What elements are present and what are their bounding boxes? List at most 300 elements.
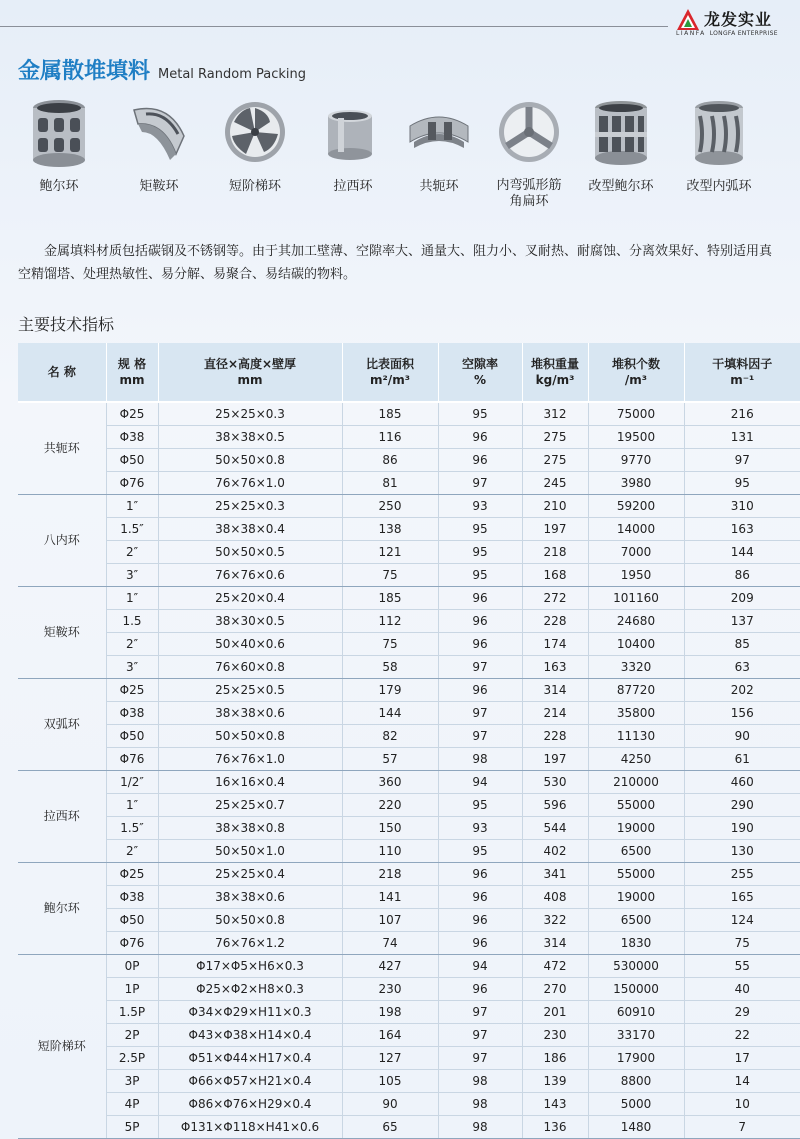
pall-ring-icon bbox=[24, 96, 94, 168]
table-cell: Φ17×Φ5×H6×0.3 bbox=[158, 955, 342, 978]
table-cell: Φ50 bbox=[106, 725, 158, 748]
table-cell: 275 bbox=[522, 449, 588, 472]
table-cell: 63 bbox=[684, 656, 800, 679]
table-cell: 98 bbox=[438, 748, 522, 771]
table-cell: 95 bbox=[438, 518, 522, 541]
table-cell: 112 bbox=[342, 610, 438, 633]
table-cell: 121 bbox=[342, 541, 438, 564]
product-label: 矩鞍环 bbox=[114, 178, 204, 195]
table-cell: 97 bbox=[438, 1047, 522, 1070]
arc-rib-ring-icon bbox=[494, 96, 564, 168]
table-cell: 33170 bbox=[588, 1024, 684, 1047]
product-raschig-ring bbox=[308, 96, 398, 195]
table-cell: 1″ bbox=[106, 495, 158, 518]
table-cell: 38×38×0.4 bbox=[158, 518, 342, 541]
table-cell: 1830 bbox=[588, 932, 684, 955]
column-header-unit: /m³ bbox=[589, 372, 684, 388]
column-header-unit: mm bbox=[159, 372, 342, 388]
table-cell: 76×76×1.0 bbox=[158, 472, 342, 495]
table-cell: 143 bbox=[522, 1093, 588, 1116]
table-header-row bbox=[18, 343, 800, 402]
table-cell: 220 bbox=[342, 794, 438, 817]
table-row bbox=[18, 1070, 800, 1093]
table-cell: 55000 bbox=[588, 794, 684, 817]
table-row bbox=[18, 909, 800, 932]
table-cell: 131 bbox=[684, 426, 800, 449]
table-cell: 96 bbox=[438, 426, 522, 449]
table-cell: 0P bbox=[106, 955, 158, 978]
table-cell: 25×25×0.3 bbox=[158, 495, 342, 518]
table-cell: 163 bbox=[522, 656, 588, 679]
table-cell: 150000 bbox=[588, 978, 684, 1001]
table-cell: 24680 bbox=[588, 610, 684, 633]
table-cell: 38×38×0.8 bbox=[158, 817, 342, 840]
table-cell: 2″ bbox=[106, 840, 158, 863]
table-cell: 174 bbox=[522, 633, 588, 656]
table-row bbox=[18, 955, 800, 978]
table-cell: 96 bbox=[438, 679, 522, 702]
table-cell: 22 bbox=[684, 1024, 800, 1047]
table-cell: 59200 bbox=[588, 495, 684, 518]
group-name-cell: 八内环 bbox=[18, 495, 106, 587]
table-cell: 76×60×0.8 bbox=[158, 656, 342, 679]
table-cell: 17900 bbox=[588, 1047, 684, 1070]
table-cell: 93 bbox=[438, 495, 522, 518]
column-header-unit: kg/m³ bbox=[523, 372, 588, 388]
table-cell: 85 bbox=[684, 633, 800, 656]
table-row bbox=[18, 863, 800, 886]
table-cell: 197 bbox=[522, 748, 588, 771]
table-cell: 427 bbox=[342, 955, 438, 978]
page-title bbox=[18, 54, 306, 85]
product-step-ring bbox=[210, 96, 300, 195]
table-cell: 95 bbox=[438, 564, 522, 587]
table-cell: 1.5″ bbox=[106, 817, 158, 840]
table-cell: Φ86×Φ76×H29×0.4 bbox=[158, 1093, 342, 1116]
table-row bbox=[18, 1024, 800, 1047]
table-cell: 210000 bbox=[588, 771, 684, 794]
product-pall-ring bbox=[14, 96, 104, 195]
table-cell: 60910 bbox=[588, 1001, 684, 1024]
table-cell: 3″ bbox=[106, 656, 158, 679]
table-cell: 7000 bbox=[588, 541, 684, 564]
table-row bbox=[18, 748, 800, 771]
table-cell: 96 bbox=[438, 633, 522, 656]
table-cell: 156 bbox=[684, 702, 800, 725]
table-cell: 1″ bbox=[106, 794, 158, 817]
table-row bbox=[18, 978, 800, 1001]
table-cell: 35800 bbox=[588, 702, 684, 725]
table-cell: 5P bbox=[106, 1116, 158, 1139]
table-cell: 3″ bbox=[106, 564, 158, 587]
table-cell: 168 bbox=[522, 564, 588, 587]
table-cell: 138 bbox=[342, 518, 438, 541]
table-cell: 127 bbox=[342, 1047, 438, 1070]
table-row bbox=[18, 541, 800, 564]
step-ring-icon bbox=[220, 96, 290, 168]
table-cell: 25×25×0.7 bbox=[158, 794, 342, 817]
table-cell: 38×38×0.6 bbox=[158, 886, 342, 909]
table-cell: 11130 bbox=[588, 725, 684, 748]
product-conjugate-ring bbox=[394, 96, 484, 195]
table-cell: 75 bbox=[342, 564, 438, 587]
table-cell: Φ66×Φ57×H21×0.4 bbox=[158, 1070, 342, 1093]
column-header-label: 规 格 bbox=[107, 356, 158, 372]
table-cell: 38×38×0.5 bbox=[158, 426, 342, 449]
product-modified-pall-ring bbox=[576, 96, 666, 195]
table-cell: 136 bbox=[522, 1116, 588, 1139]
table-cell: 58 bbox=[342, 656, 438, 679]
table-cell: 275 bbox=[522, 426, 588, 449]
table-cell: 10400 bbox=[588, 633, 684, 656]
table-cell: 6500 bbox=[588, 909, 684, 932]
column-header bbox=[342, 343, 438, 402]
table-cell: 230 bbox=[522, 1024, 588, 1047]
table-cell: 97 bbox=[438, 702, 522, 725]
table-cell: 82 bbox=[342, 725, 438, 748]
column-header-label: 空隙率 bbox=[439, 356, 522, 372]
table-cell: 290 bbox=[684, 794, 800, 817]
column-header-unit: mm bbox=[107, 372, 158, 388]
product-label: 短阶梯环 bbox=[210, 178, 300, 195]
table-cell: 94 bbox=[438, 771, 522, 794]
table-cell: Φ76 bbox=[106, 932, 158, 955]
table-cell: 408 bbox=[522, 886, 588, 909]
table-row bbox=[18, 725, 800, 748]
column-header bbox=[158, 343, 342, 402]
table-cell: Φ76 bbox=[106, 472, 158, 495]
table-cell: 530000 bbox=[588, 955, 684, 978]
table-cell: 19500 bbox=[588, 426, 684, 449]
table-cell: Φ38 bbox=[106, 426, 158, 449]
table-row bbox=[18, 1047, 800, 1070]
product-label: 改型内弧环 bbox=[674, 178, 764, 195]
table-row bbox=[18, 1001, 800, 1024]
table-cell: Φ50 bbox=[106, 909, 158, 932]
table-cell: 124 bbox=[684, 909, 800, 932]
table-cell: 185 bbox=[342, 587, 438, 610]
brand-subtitle bbox=[676, 30, 778, 37]
table-cell: 97 bbox=[438, 472, 522, 495]
table-cell: 50×50×1.0 bbox=[158, 840, 342, 863]
table-cell: 1.5P bbox=[106, 1001, 158, 1024]
table-cell: 105 bbox=[342, 1070, 438, 1093]
table-row bbox=[18, 564, 800, 587]
table-cell: 6500 bbox=[588, 840, 684, 863]
title-en: Metal Random Packing bbox=[158, 67, 306, 82]
table-cell: 107 bbox=[342, 909, 438, 932]
table-cell: 2P bbox=[106, 1024, 158, 1047]
table-cell: 19000 bbox=[588, 886, 684, 909]
table-cell: Φ51×Φ44×H17×0.4 bbox=[158, 1047, 342, 1070]
table-cell: 25×25×0.5 bbox=[158, 679, 342, 702]
column-header bbox=[18, 343, 106, 402]
table-cell: 322 bbox=[522, 909, 588, 932]
table-cell: 197 bbox=[522, 518, 588, 541]
product-label: 鲍尔环 bbox=[14, 178, 104, 195]
table-cell: Φ38 bbox=[106, 886, 158, 909]
table-cell: 17 bbox=[684, 1047, 800, 1070]
table-cell: 14 bbox=[684, 1070, 800, 1093]
company-logo bbox=[676, 4, 796, 38]
table-row bbox=[18, 610, 800, 633]
table-cell: Φ25×Φ2×H8×0.3 bbox=[158, 978, 342, 1001]
table-cell: 230 bbox=[342, 978, 438, 1001]
conjugate-ring-icon bbox=[404, 96, 474, 168]
table-cell: 179 bbox=[342, 679, 438, 702]
table-cell: 1″ bbox=[106, 587, 158, 610]
table-cell: 8800 bbox=[588, 1070, 684, 1093]
product-label: 拉西环 bbox=[308, 178, 398, 195]
column-header bbox=[522, 343, 588, 402]
table-cell: 50×50×0.8 bbox=[158, 725, 342, 748]
table-cell: 75 bbox=[342, 633, 438, 656]
table-cell: 95 bbox=[438, 541, 522, 564]
group-name-cell: 鲍尔环 bbox=[18, 863, 106, 955]
product-label: 共轭环 bbox=[394, 178, 484, 195]
table-cell: 14000 bbox=[588, 518, 684, 541]
table-cell: 312 bbox=[522, 402, 588, 426]
product-saddle-ring bbox=[114, 96, 204, 195]
table-cell: 228 bbox=[522, 725, 588, 748]
table-cell: 97 bbox=[438, 725, 522, 748]
table-cell: 74 bbox=[342, 932, 438, 955]
table-cell: 95 bbox=[438, 794, 522, 817]
table-cell: 2.5P bbox=[106, 1047, 158, 1070]
table-cell: 96 bbox=[438, 587, 522, 610]
column-header bbox=[684, 343, 800, 402]
table-cell: 38×38×0.6 bbox=[158, 702, 342, 725]
table-cell: 164 bbox=[342, 1024, 438, 1047]
table-cell: 25×25×0.4 bbox=[158, 863, 342, 886]
table-cell: 50×50×0.5 bbox=[158, 541, 342, 564]
column-header-label: 堆积重量 bbox=[523, 356, 588, 372]
table-cell: 245 bbox=[522, 472, 588, 495]
description-paragraph: 金属填料材质包括碳钢及不锈钢等。由于其加工壁薄、空隙率大、通量大、阻力小、叉耐热、耐腐蚀、分离效果好、特别适用真空精馏塔、处理热敏性、易分解、易聚合、易结碳的物料。 bbox=[18, 240, 782, 286]
table-cell: 596 bbox=[522, 794, 588, 817]
table-cell: 130 bbox=[684, 840, 800, 863]
table-cell: 97 bbox=[438, 1024, 522, 1047]
table-cell: 86 bbox=[342, 449, 438, 472]
table-cell: 29 bbox=[684, 1001, 800, 1024]
table-cell: 218 bbox=[522, 541, 588, 564]
table-cell: 95 bbox=[684, 472, 800, 495]
column-header-unit: m²/m³ bbox=[343, 372, 438, 388]
table-cell: 9770 bbox=[588, 449, 684, 472]
table-cell: 150 bbox=[342, 817, 438, 840]
table-cell: 94 bbox=[438, 955, 522, 978]
table-row bbox=[18, 472, 800, 495]
product-label: 改型鲍尔环 bbox=[576, 178, 666, 195]
table-cell: 98 bbox=[438, 1070, 522, 1093]
column-header bbox=[438, 343, 522, 402]
table-cell: 137 bbox=[684, 610, 800, 633]
product-gallery bbox=[14, 96, 794, 226]
table-body bbox=[18, 402, 800, 1139]
table-cell: 61 bbox=[684, 748, 800, 771]
table-cell: 1/2″ bbox=[106, 771, 158, 794]
table-cell: Φ50 bbox=[106, 449, 158, 472]
table-cell: Φ25 bbox=[106, 679, 158, 702]
table-row bbox=[18, 518, 800, 541]
table-cell: 81 bbox=[342, 472, 438, 495]
product-label: 内弯弧形筋角扁环 bbox=[494, 178, 564, 210]
column-header-label: 直径×高度×壁厚 bbox=[159, 356, 342, 372]
table-cell: 10 bbox=[684, 1093, 800, 1116]
table-cell: 1950 bbox=[588, 564, 684, 587]
table-cell: 1.5 bbox=[106, 610, 158, 633]
table-cell: 96 bbox=[438, 886, 522, 909]
table-cell: 96 bbox=[438, 909, 522, 932]
raschig-ring-icon bbox=[318, 96, 388, 168]
table-cell: 96 bbox=[438, 978, 522, 1001]
table-cell: 90 bbox=[342, 1093, 438, 1116]
table-cell: 75000 bbox=[588, 402, 684, 426]
table-cell: 2″ bbox=[106, 633, 158, 656]
column-header-unit: % bbox=[439, 372, 522, 388]
table-row bbox=[18, 587, 800, 610]
table-cell: 530 bbox=[522, 771, 588, 794]
section-heading: 主要技术指标 bbox=[18, 312, 114, 335]
table-cell: 25×25×0.3 bbox=[158, 402, 342, 426]
table-cell: 98 bbox=[438, 1116, 522, 1139]
table-cell: 86 bbox=[684, 564, 800, 587]
table-cell: 76×76×1.2 bbox=[158, 932, 342, 955]
table-row bbox=[18, 794, 800, 817]
table-cell: 198 bbox=[342, 1001, 438, 1024]
table-cell: 25×20×0.4 bbox=[158, 587, 342, 610]
table-cell: 209 bbox=[684, 587, 800, 610]
table-cell: 144 bbox=[684, 541, 800, 564]
table-cell: 38×30×0.5 bbox=[158, 610, 342, 633]
table-cell: 97 bbox=[438, 1001, 522, 1024]
table-cell: 5000 bbox=[588, 1093, 684, 1116]
table-cell: Φ131×Φ118×H41×0.6 bbox=[158, 1116, 342, 1139]
group-name-cell: 矩鞍环 bbox=[18, 587, 106, 679]
table-cell: 165 bbox=[684, 886, 800, 909]
table-cell: 402 bbox=[522, 840, 588, 863]
table-cell: 19000 bbox=[588, 817, 684, 840]
table-cell: 3P bbox=[106, 1070, 158, 1093]
table-cell: 76×76×1.0 bbox=[158, 748, 342, 771]
table-cell: 50×40×0.6 bbox=[158, 633, 342, 656]
logo-triangle-icon bbox=[676, 8, 700, 32]
table-cell: 202 bbox=[684, 679, 800, 702]
table-cell: 163 bbox=[684, 518, 800, 541]
table-cell: 4250 bbox=[588, 748, 684, 771]
table-row bbox=[18, 817, 800, 840]
brand-en-a: LIANFA bbox=[676, 30, 706, 37]
table-cell: 460 bbox=[684, 771, 800, 794]
table-cell: 1.5″ bbox=[106, 518, 158, 541]
table-cell: Φ25 bbox=[106, 863, 158, 886]
table-cell: 110 bbox=[342, 840, 438, 863]
table-cell: 50×50×0.8 bbox=[158, 909, 342, 932]
column-header-label: 堆积个数 bbox=[589, 356, 684, 372]
column-header bbox=[588, 343, 684, 402]
table-cell: 76×76×0.6 bbox=[158, 564, 342, 587]
table-cell: 65 bbox=[342, 1116, 438, 1139]
table-cell: 472 bbox=[522, 955, 588, 978]
table-cell: 55000 bbox=[588, 863, 684, 886]
table-row bbox=[18, 771, 800, 794]
table-cell: Φ76 bbox=[106, 748, 158, 771]
table-cell: 93 bbox=[438, 817, 522, 840]
table-cell: 101160 bbox=[588, 587, 684, 610]
table-cell: 3320 bbox=[588, 656, 684, 679]
table-cell: Φ25 bbox=[106, 402, 158, 426]
table-cell: 95 bbox=[438, 402, 522, 426]
column-header-unit: m⁻¹ bbox=[685, 372, 800, 388]
table-cell: 341 bbox=[522, 863, 588, 886]
table-cell: 314 bbox=[522, 932, 588, 955]
spec-table bbox=[18, 343, 800, 1139]
table-cell: 186 bbox=[522, 1047, 588, 1070]
table-cell: 3980 bbox=[588, 472, 684, 495]
table-cell: 190 bbox=[684, 817, 800, 840]
table-cell: Φ43×Φ38×H14×0.4 bbox=[158, 1024, 342, 1047]
group-name-cell: 短阶梯环 bbox=[18, 955, 106, 1139]
group-name-cell: 双弧环 bbox=[18, 679, 106, 771]
table-cell: 1480 bbox=[588, 1116, 684, 1139]
table-cell: 214 bbox=[522, 702, 588, 725]
table-cell: 90 bbox=[684, 725, 800, 748]
column-header-label: 比表面积 bbox=[343, 356, 438, 372]
table-cell: 185 bbox=[342, 402, 438, 426]
title-cn: 金属散堆填料 bbox=[18, 59, 150, 84]
table-cell: 7 bbox=[684, 1116, 800, 1139]
column-header bbox=[106, 343, 158, 402]
table-cell: 141 bbox=[342, 886, 438, 909]
group-name-cell: 共轭环 bbox=[18, 402, 106, 495]
table-cell: 216 bbox=[684, 402, 800, 426]
table-cell: 96 bbox=[438, 610, 522, 633]
table-row bbox=[18, 656, 800, 679]
table-row bbox=[18, 495, 800, 518]
table-cell: 544 bbox=[522, 817, 588, 840]
table-cell: Φ38 bbox=[106, 702, 158, 725]
table-cell: 50×50×0.8 bbox=[158, 449, 342, 472]
table-cell: 40 bbox=[684, 978, 800, 1001]
table-cell: 2″ bbox=[106, 541, 158, 564]
table-cell: 228 bbox=[522, 610, 588, 633]
saddle-ring-icon bbox=[124, 96, 194, 168]
table-cell: 57 bbox=[342, 748, 438, 771]
table-cell: 255 bbox=[684, 863, 800, 886]
table-row bbox=[18, 402, 800, 426]
product-modified-arc-ring bbox=[674, 96, 764, 195]
table-cell: Φ34×Φ29×H11×0.3 bbox=[158, 1001, 342, 1024]
table-cell: 210 bbox=[522, 495, 588, 518]
table-cell: 201 bbox=[522, 1001, 588, 1024]
table-cell: 314 bbox=[522, 679, 588, 702]
table-row bbox=[18, 702, 800, 725]
table-cell: 310 bbox=[684, 495, 800, 518]
brand-en-b: LONGFA ENTERPRISE bbox=[710, 30, 778, 37]
table-cell: 98 bbox=[438, 1093, 522, 1116]
product-arc-rib-ring bbox=[482, 96, 576, 210]
table-cell: 4P bbox=[106, 1093, 158, 1116]
table-row bbox=[18, 426, 800, 449]
table-cell: 116 bbox=[342, 426, 438, 449]
table-row bbox=[18, 1093, 800, 1116]
table-row bbox=[18, 633, 800, 656]
table-row bbox=[18, 932, 800, 955]
table-cell: 97 bbox=[438, 656, 522, 679]
table-row bbox=[18, 1116, 800, 1139]
table-cell: 270 bbox=[522, 978, 588, 1001]
table-cell: 16×16×0.4 bbox=[158, 771, 342, 794]
